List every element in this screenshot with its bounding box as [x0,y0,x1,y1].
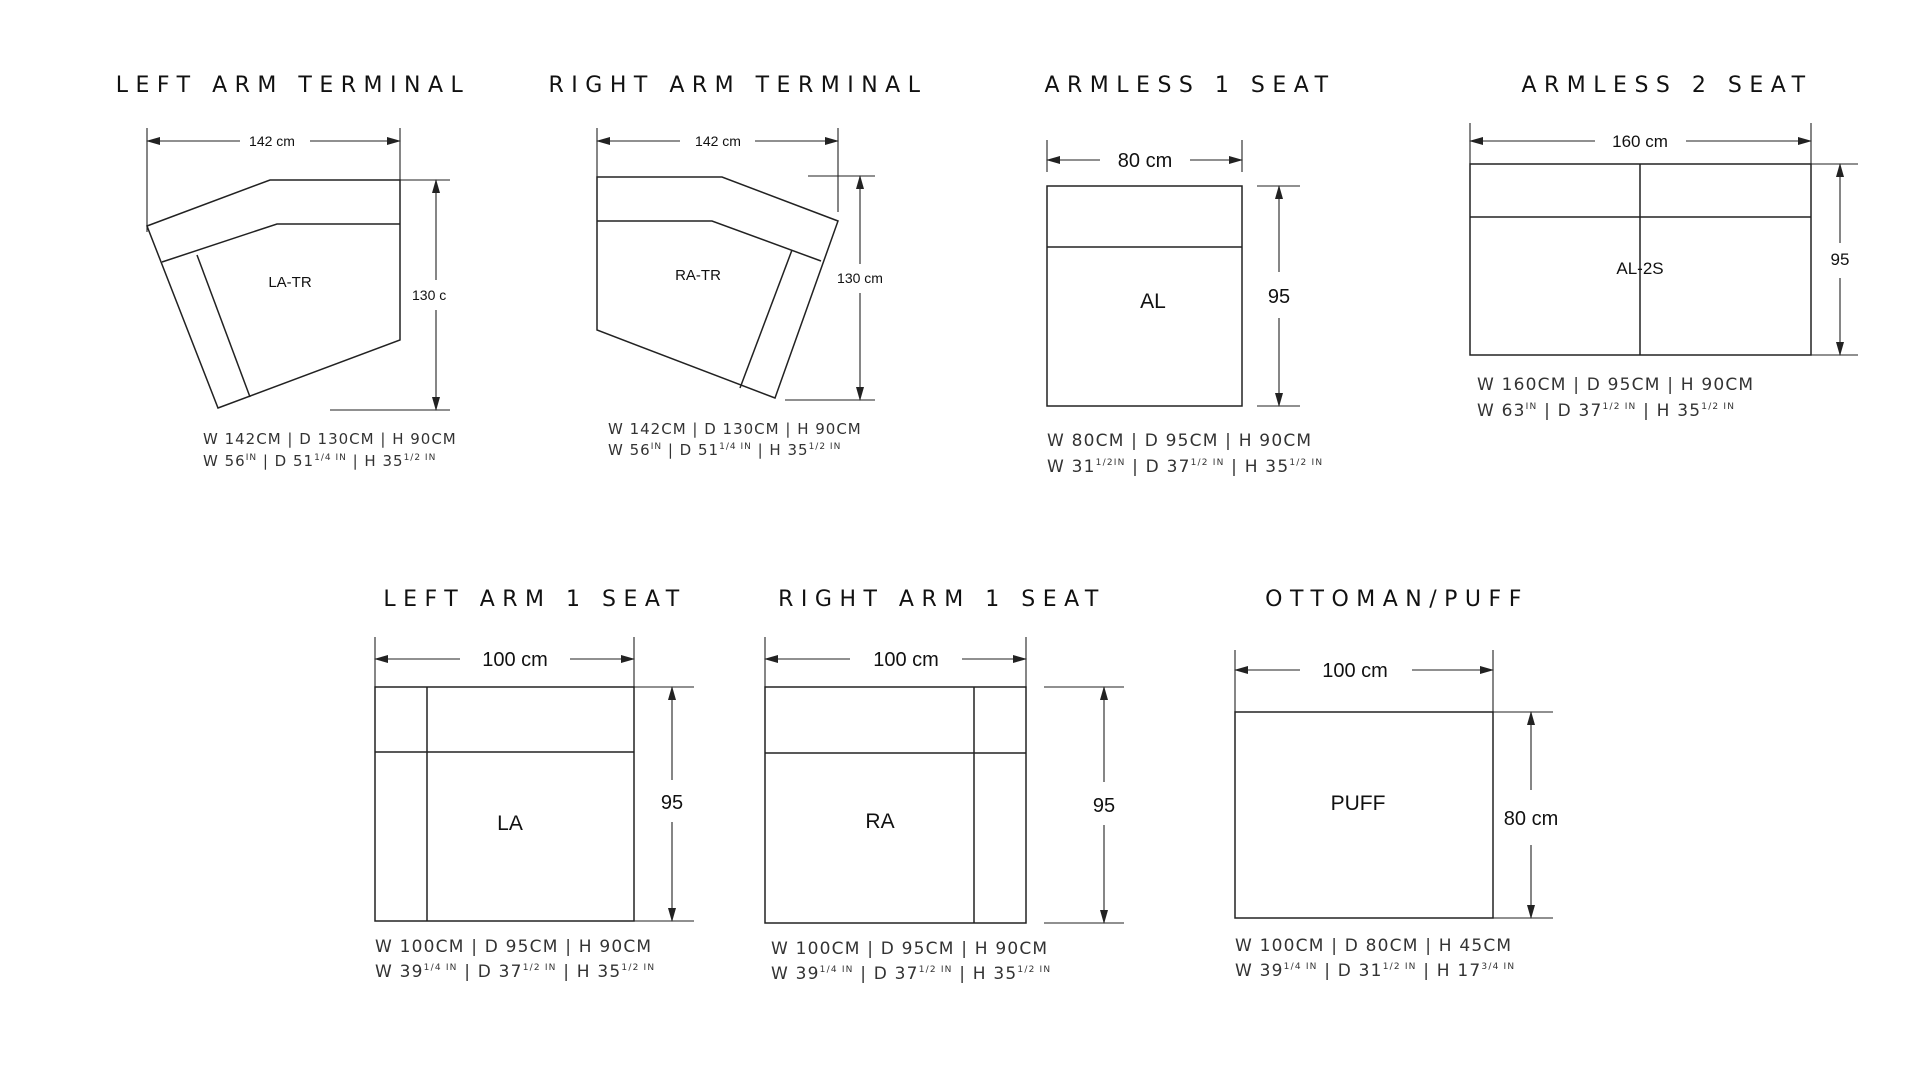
depth-label: 95 [1267,286,1291,308]
module-outline [597,177,838,398]
spec-metric: W 100CM | D 95CM | H 90CM [375,937,653,957]
spec-imperial: W $56^{IN}$ | D $51^{1/4 IN}$ | H $35^{1/2 IN}$ [608,441,842,459]
module-right-arm-1-seat [765,587,1124,984]
depth-label: 130 c [412,287,447,303]
module-outline [765,687,1026,923]
width-label: 142 cm [249,133,295,149]
width-label: 100 cm [873,649,939,671]
width-dimension [1235,650,1493,712]
width-dimension [1470,123,1811,164]
module-title: RIGHT ARM 1 SEAT [778,587,1106,612]
width-label: 100 cm [1322,660,1388,682]
width-label: 160 cm [1612,132,1668,151]
depth-label: 95 [1092,795,1116,817]
module-title: OTTOMAN/PUFF [1265,587,1529,612]
spec-imperial: W $31^{1/2IN}$ | D $37^{1/2 IN}$ | H $35^{1/2 IN}$ [1047,457,1324,477]
module-code: RA-TR [675,267,721,284]
module-ottoman-puff [1235,587,1558,981]
depth-dimension [785,176,883,400]
module-code: RA [865,810,895,833]
module-left-arm-terminal [116,73,471,470]
module-title: ARMLESS 1 SEAT [1044,73,1336,98]
module-title: ARMLESS 2 SEAT [1521,73,1813,98]
spec-metric: W 142CM | D 130CM | H 90CM [203,430,457,448]
spec-metric: W 142CM | D 130CM | H 90CM [608,420,862,438]
spec-imperial: W $63^{IN}$ | D $37^{1/2 IN}$ | H $35^{1/2 IN}$ [1477,401,1736,421]
module-left-arm-1-seat [375,587,694,982]
depth-dimension [1257,186,1300,406]
depth-label: 95 [1830,250,1850,269]
module-outline [375,687,634,921]
module-code: PUFF [1330,792,1386,815]
spec-imperial: W $56^{IN}$ | D $51^{1/4 IN}$ | H $35^{1/2 IN}$ [203,452,437,470]
module-armless-2-seat [1470,73,1858,421]
width-dimension [597,128,838,212]
depth-dimension [330,180,450,410]
module-code: LA-TR [268,274,312,291]
module-code: AL [1140,290,1166,313]
module-title: RIGHT ARM TERMINAL [548,73,928,98]
depth-label: 80 cm [1503,808,1559,830]
module-title: LEFT ARM TERMINAL [115,73,471,98]
spec-metric: W 80CM | D 95CM | H 90CM [1047,431,1313,451]
module-code: LA [497,812,523,835]
depth-dimension [1811,164,1858,355]
depth-dimension [1493,712,1558,918]
spec-imperial: W $39^{1/4 IN}$ | D $37^{1/2 IN}$ | H $35^{1/2 IN}$ [375,962,656,982]
width-dimension [765,637,1026,688]
width-label: 100 cm [482,649,548,671]
module-armless-1-seat [1044,73,1335,477]
spec-metric: W 160CM | D 95CM | H 90CM [1477,375,1755,395]
width-dimension [1047,140,1242,172]
module-outline [147,180,400,408]
module-right-arm-terminal [549,73,928,459]
depth-dimension [1044,687,1124,923]
spec-imperial: W $39^{1/4 IN}$ | D $31^{1/2 IN}$ | H $17^{3/4 IN}$ [1235,961,1516,981]
module-code: AL-2S [1616,259,1664,278]
depth-label: 130 cm [837,270,883,286]
width-label: 142 cm [695,133,741,149]
spec-imperial: W $39^{1/4 IN}$ | D $37^{1/2 IN}$ | H $35^{1/2 IN}$ [771,964,1052,984]
module-outline [1235,712,1493,918]
depth-dimension [634,687,694,921]
depth-label: 95 [660,792,684,814]
width-dimension [375,637,634,688]
width-label: 80 cm [1117,150,1173,172]
spec-metric: W 100CM | D 80CM | H 45CM [1235,936,1513,956]
module-title: LEFT ARM 1 SEAT [383,587,687,612]
spec-metric: W 100CM | D 95CM | H 90CM [771,939,1049,959]
